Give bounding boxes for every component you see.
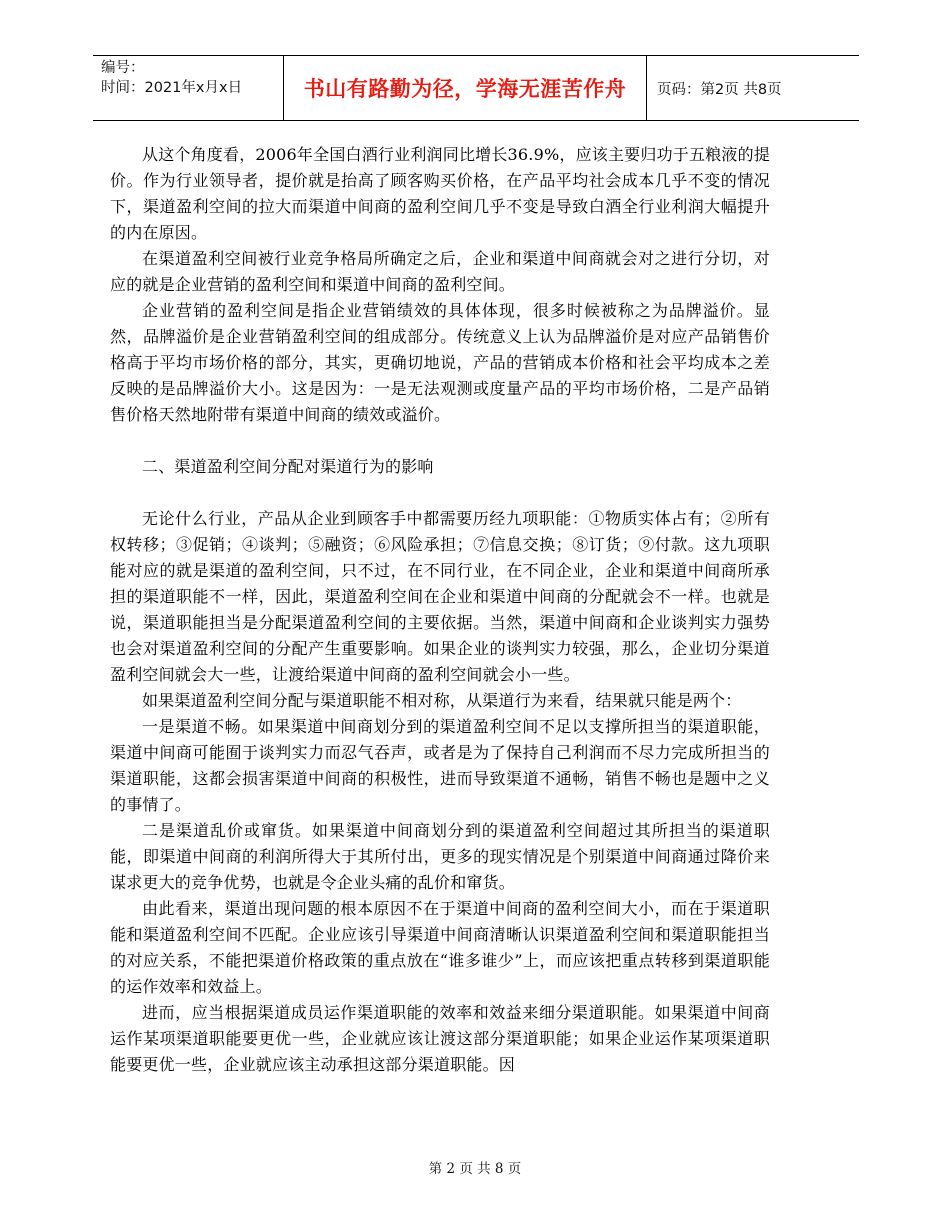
paragraph: 在渠道盈利空间被行业竞争格局所确定之后，企业和渠道中间商就会对之进行分切，对应的就是企业营销的盈利空间和渠道中间商的盈利空间。: [110, 249, 770, 294]
document-number-label: 编号：: [101, 60, 145, 76]
document-body: [110, 142, 770, 1078]
header-motto: 书山有路勤为径，学海无涯苦作舟: [283, 56, 647, 120]
paragraph: 如果渠道盈利空间分配与渠道职能不相对称，从渠道行为来看，结果就只能是两个：: [142, 691, 742, 710]
header-meta: [93, 56, 283, 120]
page-footer: 第 2 页 共 8 页: [428, 1161, 522, 1177]
paragraph: 企业营销的盈利空间是指企业营销绩效的具体体现，很多时候被称之为品牌溢价。显然，品牌溢价是企业营销盈利空间的组成部分。传统意义上认为品牌溢价是对应产品销售价格高于平均市场价格的部分，其实，更确切地说，产品的营销成本价格和社会平均成本之差反映的是品牌溢价大小。这是因为：一是无法观测或度量产品的平均市场价格，二是产品销售价格天然地附带有渠道中间商的绩效或溢价。: [110, 301, 770, 424]
paragraph: 二是渠道乱价或窜货。如果渠道中间商划分到的渠道盈利空间超过其所担当的渠道职能，即渠道中间商的利润所得大于其所付出，更多的现实情况是个别渠道中间商通过降价来谋求更大的竞争优势，也就是令企业头痛的乱价和窜货。: [110, 821, 770, 892]
document-time-label: 时间：2021年x月x日: [101, 80, 243, 96]
paragraph: 由此看来，渠道出现问题的根本原因不在于渠道中间商的盈利空间大小，而在于渠道职能和渠道盈利空间不匹配。企业应该引导渠道中间商清晰认识渠道盈利空间和渠道职能担当的对应关系，不能把渠道价格政策的重点放在“谁多谁少”上，而应该把重点转移到渠道职能的运作效率和效益上。: [110, 899, 770, 996]
header-page-info: 页码：第2页 共8页: [657, 81, 782, 98]
paragraph: 一是渠道不畅。如果渠道中间商划分到的渠道盈利空间不足以支撑所担当的渠道职能，渠道中间商可能囿于谈判实力而忍气吞声，或者是为了保持自己利润而不尽力完成所担当的渠道职能，这都会损害渠道中间商的积极性，进而导致渠道不通畅，销售不畅也是题中之义的事情了。: [110, 717, 770, 814]
paragraph: 无论什么行业，产品从企业到顾客手中都需要历经九项职能：①物质实体占有；②所有权转移；③促销；④谈判；⑤融资；⑥风险承担；⑦信息交换；⑧订货；⑨付款。这九项职能对应的就是渠道的盈利空间，只不过，在不同行业，在不同企业，企业和渠道中间商所承担的渠道职能不一样，因此，渠道盈利空间在企业和渠道中间商的分配就会不一样。也就是说，渠道职能担当是分配渠道盈利空间的主要依据。当然，渠道中间商和企业谈判实力强势也会对渠道盈利空间的分配产生重要影响。如果企业的谈判实力较强，那么，企业切分渠道盈利空间就会大一些，让渡给渠道中间商的盈利空间就会小一些。: [110, 509, 770, 684]
section-heading: 二、渠道盈利空间分配对渠道行为的影响: [142, 457, 434, 476]
page-header: [93, 55, 859, 121]
paragraph: 进而，应当根据渠道成员运作渠道职能的效率和效益来细分渠道职能。如果渠道中间商运作某项渠道职能要更优一些，企业就应该让渡这部分渠道职能；如果企业运作某项渠道职能要更优一些，企业就应该主动承担这部分渠道职能。因: [110, 1003, 770, 1074]
paragraph: 从这个角度看，2006年全国白酒行业利润同比增长36.9%，应该主要归功于五粮液的提价。作为行业领导者，提价就是抬高了顾客购买价格，在产品平均社会成本几乎不变的情况下，渠道盈利空间的拉大而渠道中间商的盈利空间几乎不变是导致白酒全行业利润大幅提升的内在原因。: [110, 145, 770, 242]
